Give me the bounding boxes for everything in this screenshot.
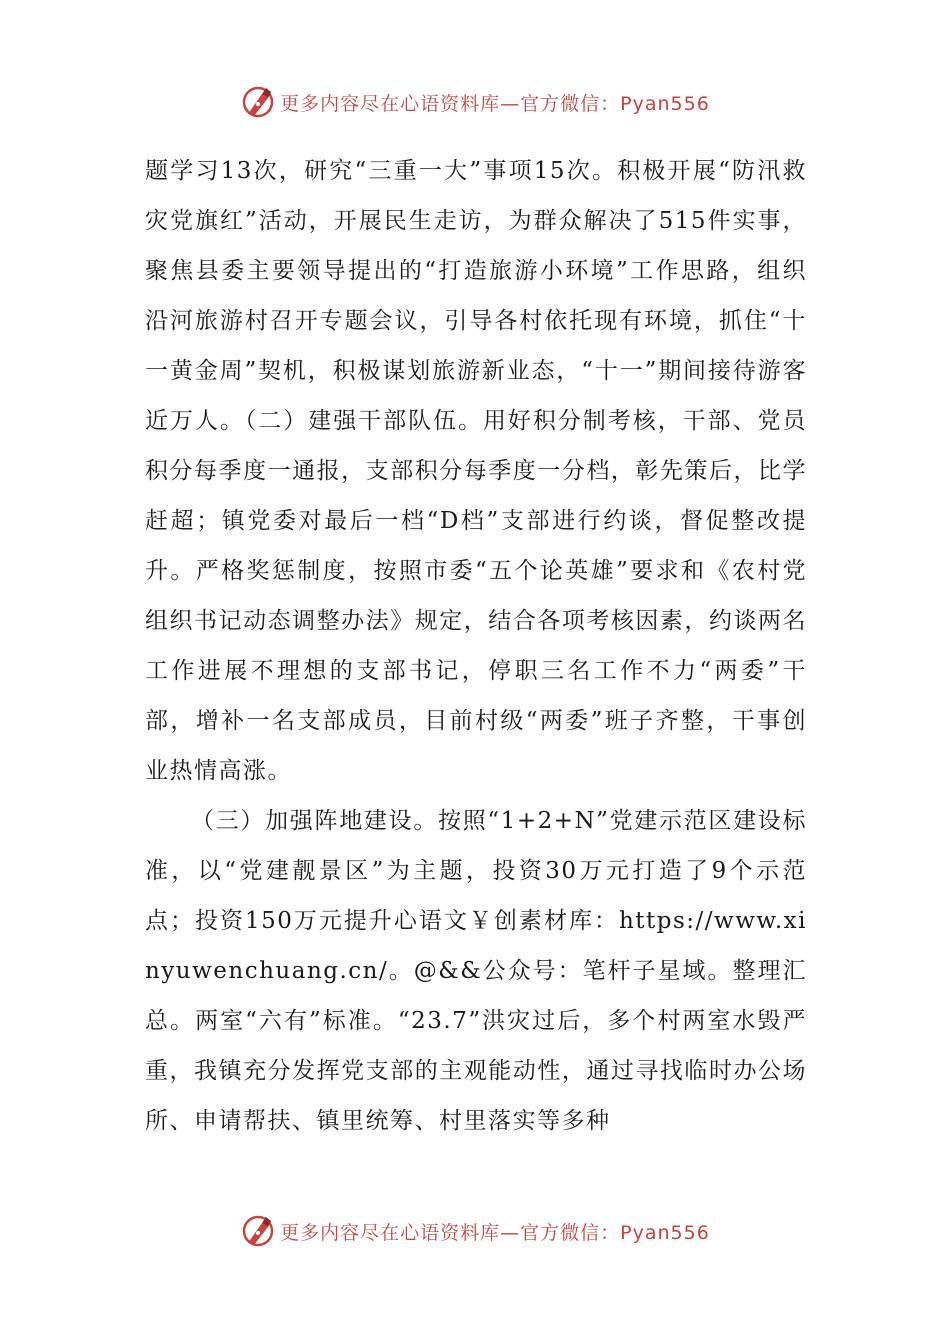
- watermark-footer: [0, 1211, 950, 1251]
- document-body: [145, 146, 807, 1146]
- paragraph: （三）加强阵地建设。按照“1+2+N”党建示范区建设标准，以“党建靓景区”为主题，投资30万元打造了9个示范点；投资150万元提升心语文￥创素材库：https://www.xinyuwenchuang.cn/。@&&公众号：笔杆子星域。整理汇总。两室“六有”标准。“23.7”洪灾过后，多个村两室水毁严重，我镇充分发挥党支部的主观能动性，通过寻找临时办公场所、申请帮扶、镇里统筹、村里落实等多种: [145, 808, 807, 1134]
- watermark-header: [0, 82, 950, 122]
- pen-nib-logo-icon: [240, 1213, 276, 1249]
- watermark-text: 更多内容尽在心语资料库—官方微信：Pyan556: [280, 92, 710, 115]
- watermark-text: 更多内容尽在心语资料库—官方微信：Pyan556: [280, 1221, 710, 1244]
- pen-nib-logo-icon: [240, 84, 276, 120]
- paragraph: 题学习13次，研究“三重一大”事项15次。积极开展“防汛救灾党旗红”活动，开展民生走访，为群众解决了515件实事，聚焦县委主要领导提出的“打造旅游小环境”工作思路，组织沿河旅游村召开专题会议，引导各村依托现有环境，抓住“十一黄金周”契机，积极谋划旅游新业态，“十一”期间接待游客近万人。（二）建强干部队伍。用好积分制考核，干部、党员积分每季度一通报，支部积分每季度一分档，彰先策后，比学赶超；镇党委对最后一档“D档”支部进行约谈，督促整改提升。严格奖惩制度，按照市委“五个论英雄”要求和《农村党组织书记动态调整办法》规定，结合各项考核因素，约谈两名工作进展不理想的支部书记，停职三名工作不力“两委”干部，增补一名支部成员，目前村级“两委”班子齐整，干事创业热情高涨。: [145, 158, 807, 784]
